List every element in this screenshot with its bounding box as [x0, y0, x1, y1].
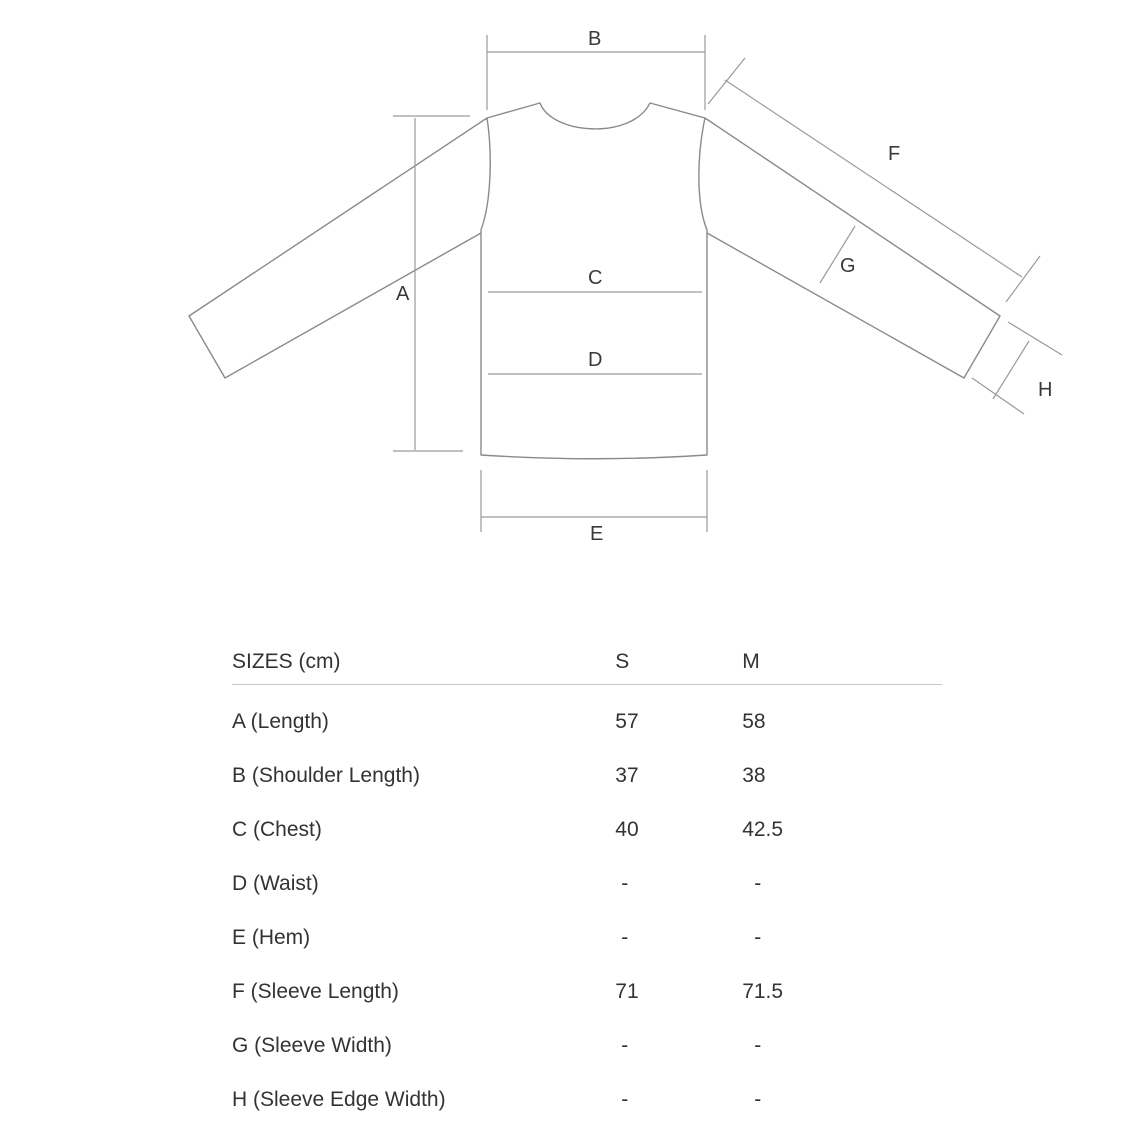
- size-s-value: -: [621, 872, 629, 895]
- measurement-guides: [393, 35, 1062, 532]
- label-g: G: [840, 255, 856, 277]
- right-sleeve-outline: [705, 118, 1000, 378]
- label-f: F: [888, 143, 901, 165]
- size-s-value: -: [621, 1034, 629, 1057]
- guide-f-tick-top: [708, 58, 745, 104]
- measurement-label: F (Sleeve Length): [232, 980, 399, 1003]
- size-s-value: 57: [615, 710, 639, 733]
- label-c: C: [588, 267, 603, 289]
- size-m-value: -: [754, 1034, 762, 1057]
- measurement-label: C (Chest): [232, 818, 322, 841]
- label-h: H: [1038, 379, 1053, 401]
- label-d: D: [588, 349, 603, 371]
- measurement-label: D (Waist): [232, 872, 319, 895]
- size-table-header: [232, 640, 942, 685]
- size-m-value: -: [754, 1088, 762, 1111]
- guide-h-tick-top: [1008, 322, 1062, 355]
- measurement-label: G (Sleeve Width): [232, 1034, 392, 1057]
- size-m-value: -: [754, 872, 762, 895]
- size-m-value: -: [754, 926, 762, 949]
- size-m-value: 71.5: [742, 980, 784, 1003]
- measurement-labels: [396, 28, 1052, 545]
- table-row: [232, 685, 942, 750]
- guide-h-tick-bottom: [972, 378, 1024, 414]
- size-m-value: 38: [742, 764, 766, 787]
- table-row: [232, 1073, 942, 1127]
- size-m-heading: M: [722, 640, 942, 685]
- measurement-label: A (Length): [232, 710, 329, 733]
- guide-h: [993, 341, 1029, 399]
- table-row: [232, 857, 942, 911]
- sizes-heading: SIZES (cm): [232, 640, 597, 685]
- measurement-label: H (Sleeve Edge Width): [232, 1088, 446, 1111]
- left-sleeve-outline: [189, 118, 487, 378]
- table-row: [232, 965, 942, 1019]
- guide-f-tick-bottom: [1006, 256, 1040, 302]
- size-s-value: -: [621, 926, 629, 949]
- label-a: A: [396, 283, 410, 305]
- size-chart-table: [232, 640, 942, 1127]
- label-e: E: [590, 523, 604, 545]
- label-b: B: [588, 28, 602, 50]
- measurement-label: E (Hem): [232, 926, 311, 949]
- table-row: [232, 911, 942, 965]
- measurement-label: B (Shoulder Length): [232, 764, 420, 787]
- size-s-value: -: [621, 1088, 629, 1111]
- table-row: [232, 1019, 942, 1073]
- table-row: [232, 803, 942, 857]
- size-m-value: 42.5: [742, 818, 784, 841]
- table-row: [232, 749, 942, 803]
- guide-f: [725, 80, 1022, 277]
- size-m-value: 58: [742, 710, 766, 733]
- size-s-value: 40: [615, 818, 639, 841]
- size-s-heading: S: [597, 640, 722, 685]
- size-s-value: 37: [615, 764, 639, 787]
- size-s-value: 71: [615, 980, 639, 1003]
